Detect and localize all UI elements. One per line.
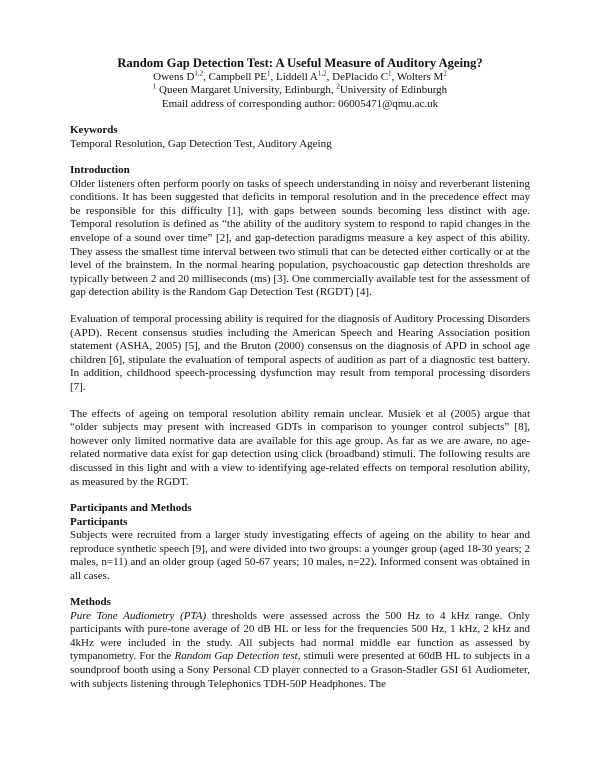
methods-heading: Methods bbox=[70, 596, 111, 609]
participants-subheading: Participants bbox=[70, 515, 128, 528]
methods-paragraph bbox=[70, 610, 530, 692]
participants-paragraph: Subjects were recruited from a larger study investigating effects of ageing on the ability to hear and reproduce synthetic speech [9], and were divided into two groups: a younger group (aged 18-30 years; 2 males, n=11) and an older group (aged 50-67 years; 10 males, n=22). Informed consent was obtained in all cases. bbox=[70, 528, 530, 582]
author-list: Owens D$^{1,2}$, Campbell $PE^1$, Liddell A$^{1,2}$, DePlacido $C^1$, Wolters $M^2$ bbox=[153, 69, 447, 83]
author-name: Wolters M bbox=[396, 71, 444, 83]
introduction-paragraph-1: Older listeners often perform poorly on tasks of speech understanding in noisy and reverberant listening conditions. It has been suggested that deficits in temporal resolution and in the precedence effect may be responsible for this difficulty [1], with gaps between sounds becoming less distinct with age. Temporal resolution is defined as “the ability of the auditory system to respond to rapid changes in the envelope of a sound over time” [2], and gap-detection paradigms measure a key aspect of this ability. They assess the smallest time interval between two stimuli that can be detected either cortically or at the level of the brainstem. In the normal hearing population, psychoacoustic gap detection thresholds are typically between 2 and 20 milliseconds (ms) [3]. One commercially available test for the assessment of gap detection ability is the Random Gap Detection Test (RGDT) [4]. bbox=[70, 177, 530, 299]
author-name: Liddell A bbox=[276, 71, 318, 83]
rgdt-term: Random Gap Detection test, bbox=[174, 650, 301, 663]
author-affiliation-mark: 1,2 bbox=[317, 69, 327, 78]
author-affiliation-mark: 1 bbox=[388, 69, 392, 78]
affiliations bbox=[70, 84, 530, 97]
affiliation-mark: 2 bbox=[336, 82, 340, 91]
rgdt-text: stimuli were presented at 60dB HL to subjects in a soundproof booth using a Sony Personal CD player connected to a Grason-Stadler GSI 61 Audiometer, with subjects listening through Telephonics TDH-50P Headphones. The bbox=[70, 650, 530, 690]
affiliation-text: University of Edinburgh bbox=[339, 84, 448, 97]
author-affiliation-mark: 1 bbox=[267, 69, 271, 78]
paper-page bbox=[70, 56, 530, 691]
introduction-paragraph-2: Evaluation of temporal processing ability is required for the diagnosis of Auditory Processing Disorders (APD). Recent consensus studies including the American Speech and Hearing Association position statement (ASHA, 2005) [5], and the Bruton (2000) consensus on the diagnosis of APD in school age children [6], stipulate the evaluation of temporal aspects of audition as part of a diagnostic test battery. In addition, childhood speech-processing dysfunction may result from temporal processing disorders [7]. bbox=[70, 312, 530, 393]
author-name: Campbell PE bbox=[208, 71, 268, 83]
author-affiliation-mark: 2 bbox=[443, 69, 447, 78]
pta-term: Pure Tone Audiometry (PTA) bbox=[70, 609, 207, 622]
affiliation-text: Queen Margaret University, Edinburgh, bbox=[159, 84, 334, 97]
introduction-heading: Introduction bbox=[70, 164, 130, 177]
keywords-text: Temporal Resolution, Gap Detection Test, Auditory Ageing bbox=[70, 137, 332, 150]
author-affiliation-mark: 1,2 bbox=[194, 69, 204, 78]
corresponding-email: Email address of corresponding author: 06005471@qmu.ac.uk bbox=[161, 97, 439, 110]
author-name: DePlacido C bbox=[332, 71, 389, 83]
paper-title: Random Gap Detection Test: A Useful Measure of Auditory Ageing? bbox=[117, 56, 483, 70]
pta-text: thresholds were assessed across the 500 Hz to 4 kHz range. Only participants with pure-tone average of 20 dB HL or less for the frequencies 500 Hz, 1 kHz, 2 kHz and 4kHz were included in the study. All subjects had normal middle ear function as assessed by tympanometry. For the bbox=[70, 609, 530, 663]
affiliation-mark: 1 bbox=[152, 82, 157, 91]
keywords-heading: Keywords bbox=[70, 124, 118, 137]
introduction-paragraph-3: The effects of ageing on temporal resolution ability remain unclear. Musiek et al (2005) argue that “older subjects may present with increased GDTs in comparison to younger control subjects” [8], however only limited normative data are available for this age group. As far as we are aware, no age-related normative data exist for gap detection using click (broadband) stimuli. The following results are discussed in this light and with a view to identifying age-related effects on temporal resolution ability, as measured by the RGDT. bbox=[70, 407, 530, 488]
author-name: Owens D bbox=[153, 71, 195, 83]
participants-methods-heading: Participants and Methods bbox=[70, 502, 192, 515]
